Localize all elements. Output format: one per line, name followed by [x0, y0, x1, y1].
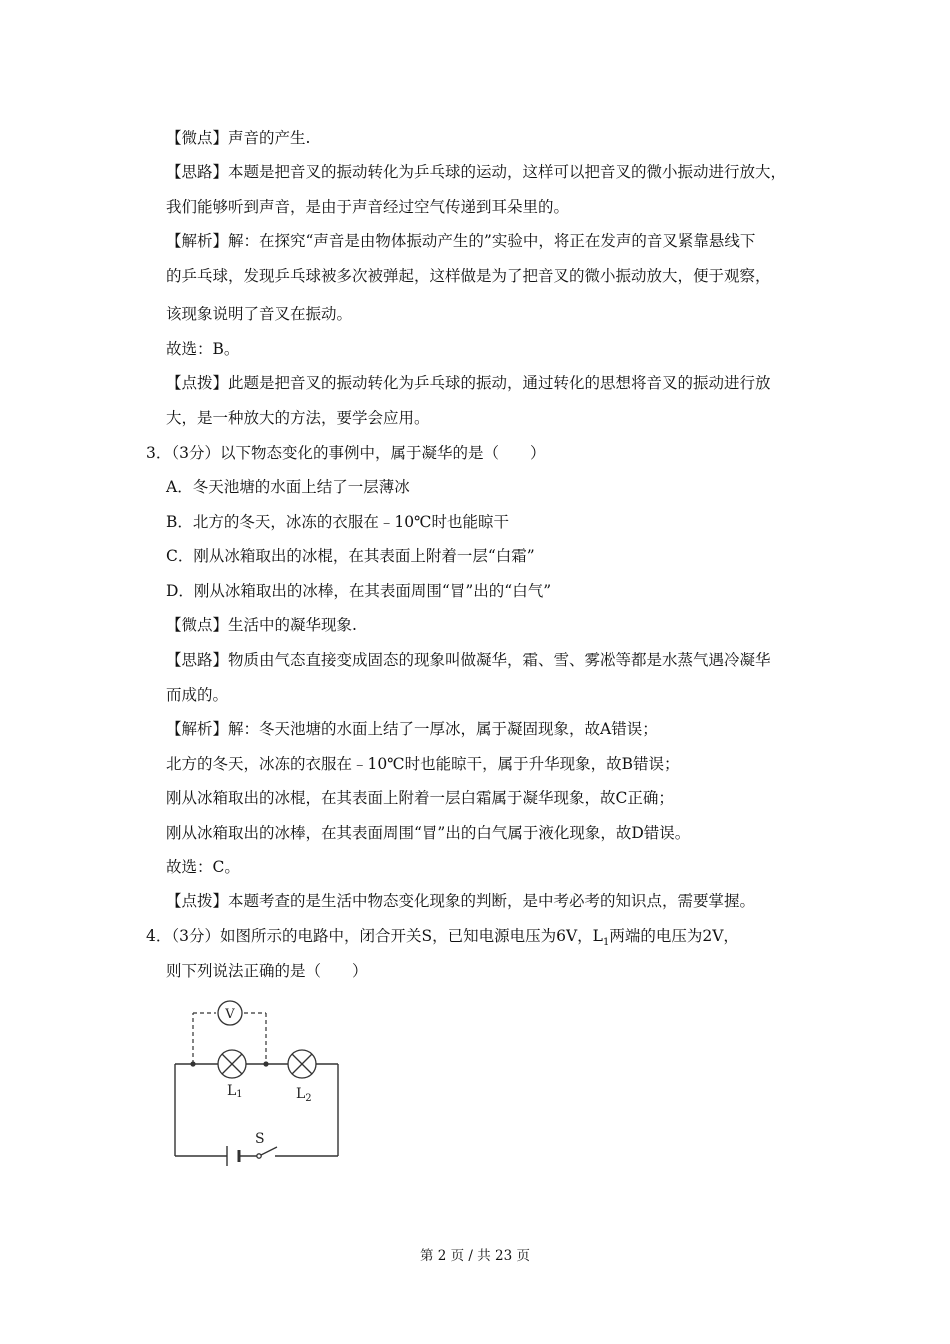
- q3-jiexi-line-3: 刚从冰箱取出的冰棍，在其表面上附着一层白霜属于凝华现象，故C正确；: [166, 789, 674, 807]
- voltmeter: [218, 1001, 242, 1025]
- junction-dot-left: [190, 1061, 195, 1066]
- q3-stem: 3．（3分）以下物态变化的事例中，属于凝华的是（ ）: [146, 444, 546, 462]
- q3-option-a: A．冬天池塘的水面上结了一层薄冰: [166, 478, 410, 496]
- junction-dot-right: [263, 1061, 268, 1066]
- lamp-l2: [288, 1050, 316, 1078]
- q3-jiexi-line-4: 刚从冰箱取出的冰棒，在其表面周围“冒”出的白气属于液化现象，故D错误。: [166, 824, 691, 842]
- q2-jiexi-line-2: 的乒乓球，发现乒乓球被多次被弹起，这样做是为了把音叉的微小振动放大，便于观察，: [166, 267, 771, 285]
- q3-jiexi-line-2: 北方的冬天，冰冻的衣服在﹣10℃时也能晾干，属于升华现象，故B错误；: [166, 755, 680, 773]
- q3-silu-line-1: 【思路】物质由气态直接变成固态的现象叫做凝华，霜、雪、雾凇等都是水蒸气遇冷凝华: [166, 651, 771, 669]
- lamp-l1-label: L1: [227, 1083, 243, 1100]
- switch-label: S: [255, 1131, 265, 1147]
- q3-weidian: 【微点】生活中的凝华现象.: [166, 616, 357, 634]
- battery: [227, 1146, 239, 1166]
- circuit-diagram: [165, 996, 345, 1171]
- lamp-l2-label: $L_2$: [296, 1086, 312, 1104]
- q2-dianbo-line-1: 【点拨】此题是把音叉的振动转化为乒乓球的振动，通过转化的思想将音叉的振动进行放: [166, 374, 771, 392]
- q3-dianbo: 【点拨】本题考查的是生活中物态变化现象的判断，是中考必考的知识点，需要掌握。: [166, 892, 756, 910]
- q3-option-c: C．刚从冰箱取出的冰棍，在其表面上附着一层“白霜”: [166, 547, 535, 565]
- q2-weidian: 【微点】声音的产生.: [166, 129, 311, 147]
- q2-silu-line-1: 【思路】本题是把音叉的振动转化为乒乓球的运动，这样可以把音叉的微小振动进行放大，: [166, 163, 787, 181]
- q4-stem-part-b: 两端的电压为2V，: [609, 927, 739, 945]
- q4-stem: [146, 926, 739, 953]
- q3-jiexi-line-1: 【解析】解：冬天池塘的水面上结了一厚冰，属于凝固现象，故A错误；: [166, 720, 658, 738]
- q3-answer: 故选：C。: [166, 858, 240, 876]
- q4-stem-part-a: 4．（3分）如图所示的电路中，闭合开关S，已知电源电压为6V，L: [146, 927, 603, 945]
- q2-jiexi-line-1: 【解析】解：在探究“声音是由物体振动产生的”实验中，将正在发声的音叉紧靠悬线下: [166, 232, 756, 250]
- q2-jiexi-line-3: 该现象说明了音叉在振动。: [166, 305, 353, 323]
- q3-option-d: D．刚从冰箱取出的冰棒，在其表面周围“冒”出的“白气”: [166, 582, 552, 600]
- q3-option-b: B．北方的冬天，冰冻的衣服在﹣10℃时也能晾干: [166, 513, 509, 531]
- lamp-l1: [218, 1050, 246, 1078]
- page-footer: 第 2 页 / 共 23 页: [419, 1248, 531, 1264]
- voltmeter-label: V: [225, 1007, 235, 1022]
- q2-silu-line-2: 我们能够听到声音，是由于声音经过空气传递到耳朵里的。: [166, 198, 570, 216]
- switch: [257, 1147, 277, 1158]
- q3-silu-line-2: 而成的。: [166, 686, 229, 704]
- q4-stem-line-2: 则下列说法正确的是（ ）: [166, 962, 368, 980]
- q4-stem-subscript: 1: [602, 937, 610, 949]
- q2-answer: 故选：B。: [166, 340, 240, 358]
- q2-dianbo-line-2: 大，是一种放大的方法，要学会应用。: [166, 409, 430, 427]
